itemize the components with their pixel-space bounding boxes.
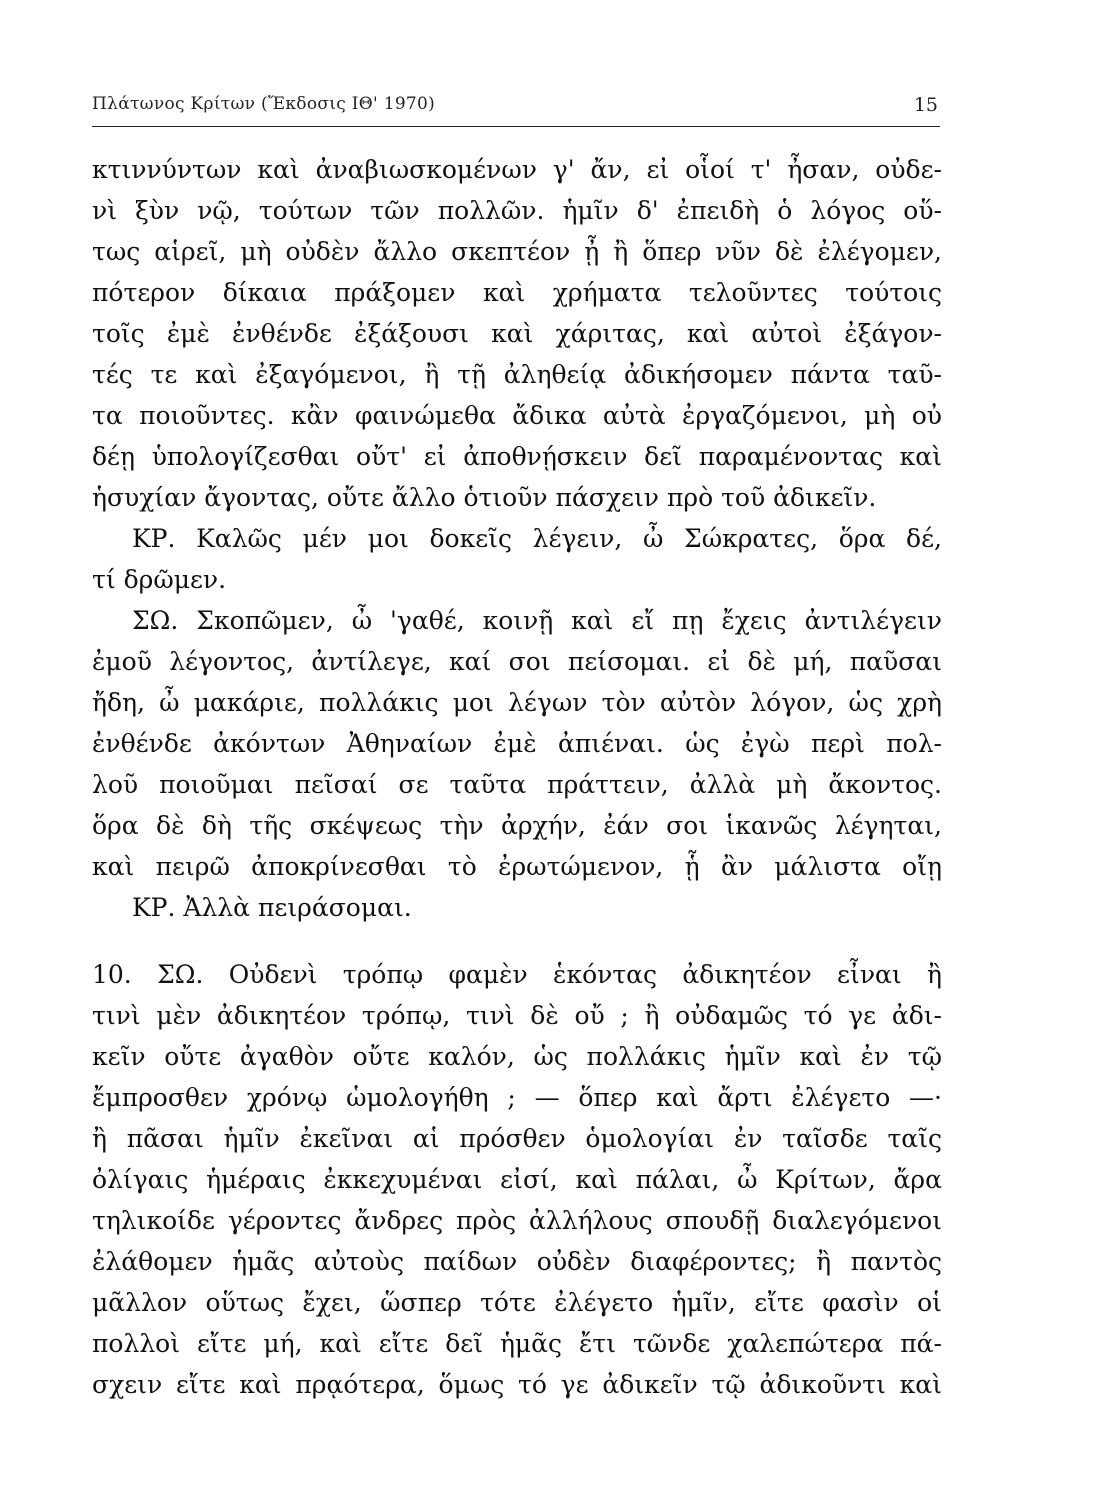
text-line: κτιννύντων καὶ ἀναβιωσκομένων γ' ἄν, εἰ οἷοί τ' ἦσαν, οὐδε-	[92, 155, 942, 184]
text-line: ἔμπροσθεν χρόνῳ ὡμολογήθη ; — ὅπερ καὶ ἄρτι ἐλέγετο —·	[92, 1083, 942, 1112]
text-line: πολλοὶ εἴτε μή, καὶ εἴτε δεῖ ἡμᾶς ἔτι τῶνδε χαλεπώτερα πά-	[92, 1329, 942, 1358]
body-text	[92, 149, 942, 1405]
text-line: 10. ΣΩ. Οὐδενὶ τρόπῳ φαμὲν ἑκόντας ἀδικητέον εἶναι ἢ	[92, 960, 942, 989]
text-line: τως αἱρεῖ, μὴ οὐδὲν ἄλλο σκεπτέον ᾖ ἢ ὅπερ νῦν δὲ ἐλέγομεν,	[92, 237, 942, 266]
text-line: τα ποιοῦντες. κἂν φαινώμεθα ἄδικα αὐτὰ ἐργαζόμενοι, μὴ οὐ	[92, 401, 942, 430]
text-line: πότερον δίκαια πράξομεν καὶ χρήματα τελοῦντες τούτοις	[92, 278, 942, 307]
page-header	[92, 86, 940, 127]
text-line: καὶ πειρῶ ἀποκρίνεσθαι τὸ ἐρωτώμενον, ᾗ ἂν μάλιστα οἴῃ	[92, 852, 942, 881]
text-line: τές τε καὶ ἐξαγόμενοι, ἢ τῇ ἀληθείᾳ ἀδικήσομεν πάντα ταῦ-	[92, 360, 942, 389]
text-line: ΚΡ. Ἀλλὰ πειράσομαι.	[132, 893, 412, 922]
text-line: ὀλίγαις ἡμέραις ἐκκεχυμέναι εἰσί, καὶ πάλαι, ὦ Κρίτων, ἄρα	[92, 1165, 942, 1194]
text-line: ἐνθένδε ἀκόντων Ἀθηναίων ἐμὲ ἀπιέναι. ὡς ἐγὼ περὶ πολ-	[92, 729, 942, 758]
page-number: 15	[913, 94, 938, 116]
text-line: λοῦ ποιοῦμαι πεῖσαί σε ταῦτα πράττειν, ἀλλὰ μὴ ἄκοντος.	[92, 770, 942, 799]
text-line: ΚΡ. Καλῶς μέν μοι δοκεῖς λέγειν, ὦ Σώκρατες, ὅρα δέ,	[132, 524, 942, 553]
text-line: τοῖς ἐμὲ ἐνθένδε ἐξάξουσι καὶ χάριτας, καὶ αὐτοὶ ἐξάγον-	[92, 319, 942, 348]
text-line: σχειν εἴτε καὶ πρᾳότερα, ὅμως τό γε ἀδικεῖν τῷ ἀδικοῦντι καὶ	[92, 1370, 942, 1399]
running-title: Πλάτωνος Κρίτων (Ἔκδοσις ΙΘ' 1970)	[92, 94, 436, 114]
text-line: ἐμοῦ λέγοντος, ἀντίλεγε, καί σοι πείσομαι. εἰ δὲ μή, παῦσαι	[92, 647, 942, 676]
text-line: μᾶλλον οὕτως ἔχει, ὥσπερ τότε ἐλέγετο ἡμῖν, εἴτε φασὶν οἱ	[92, 1288, 942, 1317]
text-line: ἡσυχίαν ἄγοντας, οὔτε ἄλλο ὁτιοῦν πάσχειν πρὸ τοῦ ἀδικεῖν.	[92, 483, 877, 512]
text-line: ἢ πᾶσαι ἡμῖν ἐκεῖναι αἱ πρόσθεν ὁμολογίαι ἐν ταῖσδε ταῖς	[92, 1124, 942, 1153]
text-line: κεῖν οὔτε ἀγαθὸν οὔτε καλόν, ὡς πολλάκις ἡμῖν καὶ ἐν τῷ	[92, 1042, 942, 1071]
text-line: τί δρῶμεν.	[92, 565, 227, 594]
text-line: ἤδη, ὦ μακάριε, πολλάκις μοι λέγων τὸν αὐτὸν λόγον, ὡς χρὴ	[92, 688, 942, 717]
text-line: τηλικοίδε γέροντες ἄνδρες πρὸς ἀλλήλους σπουδῇ διαλεγόμενοι	[92, 1206, 942, 1235]
text-line: νὶ ξὺν νῷ, τούτων τῶν πολλῶν. ἡμῖν δ' ἐπειδὴ ὁ λόγος οὕ-	[92, 196, 942, 225]
text-line: ὅρα δὲ δὴ τῆς σκέψεως τὴν ἀρχήν, ἐάν σοι ἱκανῶς λέγηται,	[92, 811, 942, 840]
text-line: δέῃ ὑπολογίζεσθαι οὔτ' εἰ ἀποθνῄσκειν δεῖ παραμένοντας καὶ	[92, 442, 942, 471]
text-line: ἐλάθομεν ἡμᾶς αὐτοὺς παίδων οὐδὲν διαφέροντες; ἢ παντὸς	[92, 1247, 942, 1276]
text-line: ΣΩ. Σκοπῶμεν, ὦ 'γαθέ, κοινῇ καὶ εἴ πῃ ἔχεις ἀντιλέγειν	[132, 606, 942, 635]
text-line: τινὶ μὲν ἀδικητέον τρόπῳ, τινὶ δὲ οὔ ; ἢ οὐδαμῶς τό γε ἀδι-	[92, 1001, 942, 1030]
